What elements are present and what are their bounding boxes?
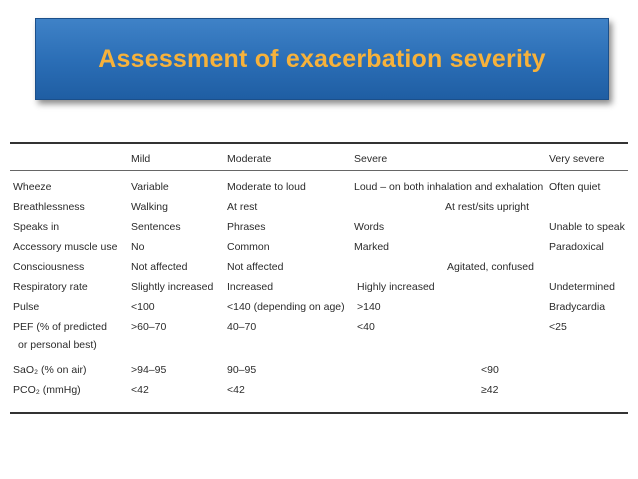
title-banner [35,18,609,100]
row-label: Wheeze [13,181,52,193]
cell-very-severe: Often quiet [549,181,601,193]
cell-moderate: Increased [227,281,274,293]
row-label: PCO₂ (mmHg) [13,384,81,396]
table-bottom-rule [10,412,628,414]
cell-mild: >60–70 [131,321,167,333]
cell-mild: >94–95 [131,364,167,376]
cell-severe: ≥42 [481,384,499,396]
row-label: Speaks in [13,221,60,233]
row-label-continued: or personal best) [18,339,97,351]
cell-severe: <40 [357,321,375,333]
cell-severe: <90 [481,364,499,376]
cell-severe: >140 [357,301,381,313]
row-label: Accessory muscle use [13,241,118,253]
row-label: SaO₂ (% on air) [13,364,87,376]
cell-moderate: <140 (depending on age) [227,301,345,313]
cell-mild: No [131,241,145,253]
cell-severe: Highly increased [357,281,435,293]
cell-moderate: Phrases [227,221,266,233]
cell-severe: Agitated, confused [447,261,534,273]
row-label: Pulse [13,301,40,313]
cell-moderate: <42 [227,384,245,396]
header-moderate: Moderate [227,153,272,165]
cell-very-severe: Unable to speak [549,221,625,233]
cell-mild: Variable [131,181,169,193]
cell-severe: Loud – on both inhalation and exhalation [354,181,544,193]
cell-moderate: Moderate to loud [227,181,306,193]
row-label: Respiratory rate [13,281,88,293]
row-label: Consciousness [13,261,85,273]
cell-very-severe: Undetermined [549,281,615,293]
cell-mild: <100 [131,301,155,313]
cell-moderate: Not affected [227,261,284,273]
header-mild: Mild [131,153,151,165]
cell-moderate: At rest [227,201,258,213]
cell-mild: Not affected [131,261,188,273]
table-header-rule [10,170,628,171]
cell-very-severe: Bradycardia [549,301,606,313]
cell-very-severe: Paradoxical [549,241,604,253]
cell-mild: Slightly increased [131,281,214,293]
cell-moderate: 90–95 [227,364,257,376]
row-label: Breathlessness [13,201,85,213]
cell-mild: <42 [131,384,149,396]
cell-severe: At rest/sits upright [445,201,530,213]
cell-moderate: Common [227,241,270,253]
header-severe: Severe [354,153,388,165]
cell-severe: Words [354,221,385,233]
header-very-severe: Very severe [549,153,605,165]
cell-mild: Walking [131,201,168,213]
cell-moderate: 40–70 [227,321,257,333]
row-label: PEF (% of predicted [13,321,107,333]
cell-severe: Marked [354,241,390,253]
table-top-rule [10,142,628,144]
slide-title: Assessment of exacerbation severity [98,44,546,73]
cell-mild: Sentences [131,221,181,233]
cell-very-severe: <25 [549,321,567,333]
